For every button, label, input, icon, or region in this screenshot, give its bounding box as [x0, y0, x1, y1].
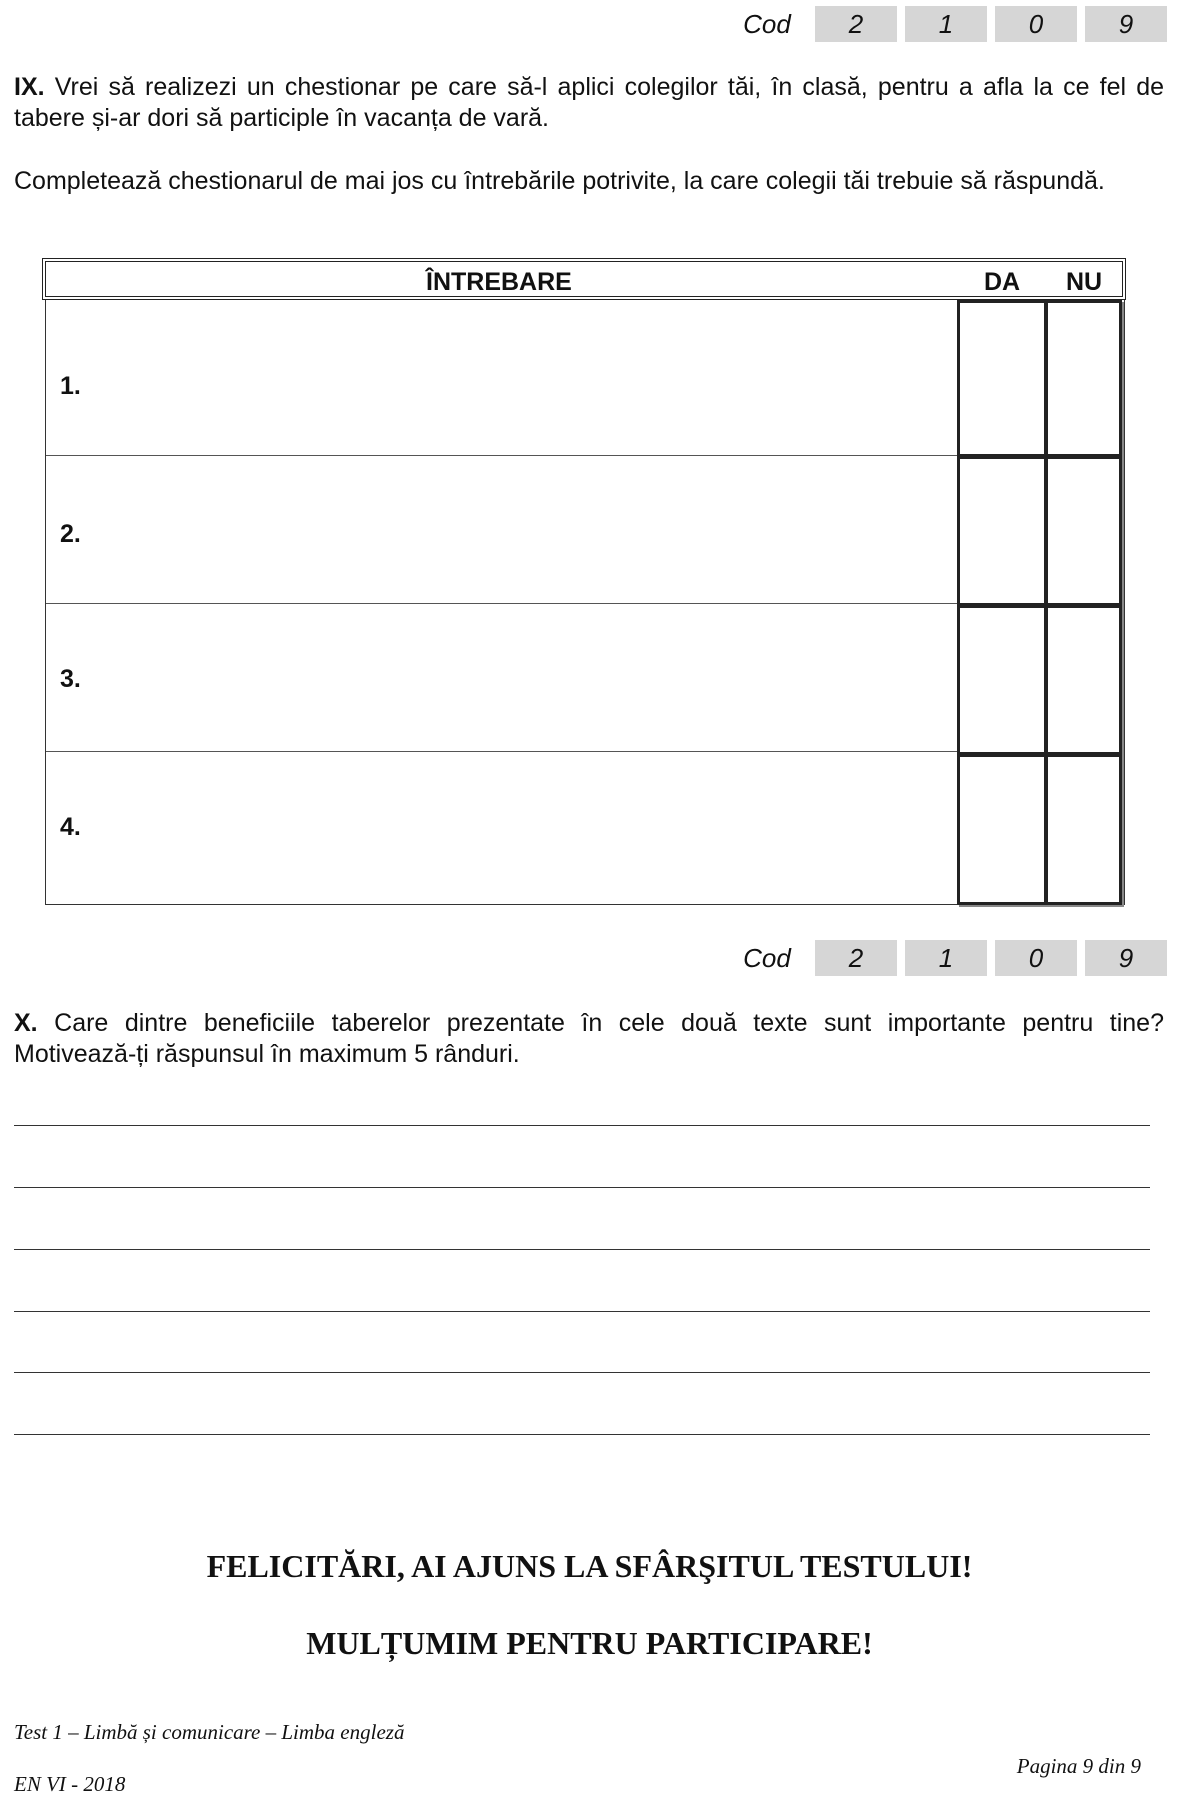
exercise-ix-number: IX. [14, 73, 45, 101]
questionnaire-table [45, 300, 1125, 905]
code-digit: 2 [815, 940, 897, 976]
header-yes: DA [984, 268, 1021, 296]
exercise-x-number: X. [14, 1009, 38, 1037]
answer-line[interactable] [14, 1249, 1150, 1250]
question-number: 1. [60, 372, 81, 400]
answer-line[interactable] [14, 1187, 1150, 1188]
exercise-x-text: Care dintre beneficiile taberelor prezentate în cele două texte sunt importante pentru tine? Motivează-ți răspunsul în maximum 5 rânduri. [14, 1009, 1164, 1068]
question-number: 2. [60, 520, 81, 548]
answer-no-box[interactable] [1045, 300, 1122, 457]
exercise-ix-instruction: Completează chestionarul de mai jos cu întrebările potrivite, la care colegii tăi trebuie să răspundă. [14, 167, 1105, 195]
closing-thanks: MULȚUMIM PENTRU PARTICIPARE! [306, 1625, 873, 1661]
header-no: NU [1066, 268, 1103, 296]
answer-yes-box[interactable] [957, 300, 1047, 457]
answer-no-box[interactable] [1045, 754, 1122, 905]
question-number: 3. [60, 665, 81, 693]
code-row-bottom [727, 940, 1167, 976]
footer-page-number: Pagina 9 din 9 [1016, 1754, 1141, 1778]
code-label: Cod [743, 8, 791, 39]
code-digit: 2 [815, 6, 897, 42]
code-digit: 0 [995, 940, 1077, 976]
question-number: 4. [60, 813, 81, 841]
question-row[interactable] [46, 300, 959, 456]
exercise-ix-statement [14, 72, 1164, 134]
answer-line[interactable] [14, 1125, 1150, 1126]
header-question: ÎNTREBARE [426, 268, 572, 296]
question-row [46, 751, 959, 903]
exercise-x-statement [14, 1008, 1164, 1070]
questionnaire-header [42, 258, 1126, 300]
answer-line[interactable] [14, 1372, 1150, 1373]
answer-no-box[interactable] [1045, 456, 1122, 606]
footer-test-title: Test 1 – Limbă și comunicare – Limba engleză [14, 1720, 405, 1744]
answer-line[interactable] [14, 1434, 1150, 1435]
code-digit: 9 [1085, 940, 1167, 976]
answer-yes-box[interactable] [957, 754, 1047, 905]
code-digit: 0 [995, 6, 1077, 42]
code-digit: 9 [1085, 6, 1167, 42]
question-row[interactable] [46, 455, 959, 604]
answer-line[interactable] [14, 1311, 1150, 1312]
code-digit: 1 [905, 940, 987, 976]
answer-yes-box[interactable] [957, 605, 1047, 755]
footer-exam-code: EN VI - 2018 [14, 1772, 126, 1796]
code-label: Cod [743, 942, 791, 973]
question-row[interactable] [46, 603, 959, 752]
answer-no-box[interactable] [1045, 605, 1122, 755]
answer-yes-box[interactable] [957, 456, 1047, 606]
code-row-top [727, 6, 1167, 42]
code-digit: 1 [905, 6, 987, 42]
exercise-ix-text: Vrei să realizezi un chestionar pe care să-l aplici colegilor tăi, în clasă, pentru a afla la ce fel de tabere și-ar dori să participle în vacanța de vară. [14, 73, 1165, 132]
closing-congratulations: FELICITĂRI, AI AJUNS LA SFÂRŞITUL TESTULUI! [206, 1548, 973, 1584]
